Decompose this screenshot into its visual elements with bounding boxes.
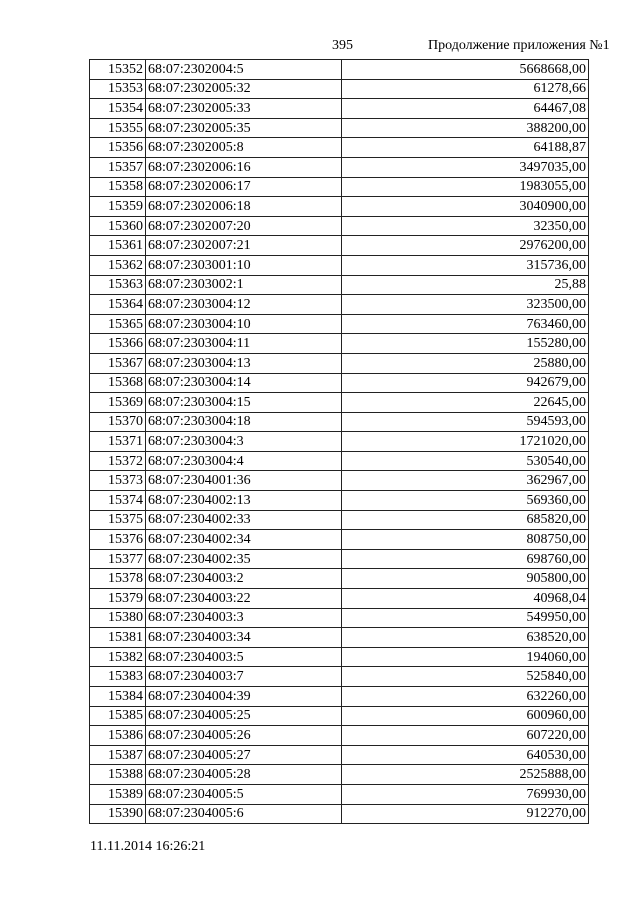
cadastral-value: 525840,00 bbox=[342, 667, 589, 687]
cadastral-number: 68:07:2304002:33 bbox=[146, 510, 342, 530]
table-row bbox=[90, 157, 589, 177]
cadastral-number: 68:07:2303004:13 bbox=[146, 353, 342, 373]
cadastral-value: 388200,00 bbox=[342, 118, 589, 138]
cadastral-value-table bbox=[89, 59, 589, 824]
table-row bbox=[90, 412, 589, 432]
row-number: 15364 bbox=[90, 295, 146, 315]
cadastral-number: 68:07:2304003:7 bbox=[146, 667, 342, 687]
row-number: 15354 bbox=[90, 99, 146, 119]
table-row bbox=[90, 99, 589, 119]
row-number: 15369 bbox=[90, 393, 146, 413]
table-row bbox=[90, 275, 589, 295]
table-row bbox=[90, 236, 589, 256]
cadastral-number: 68:07:2303004:12 bbox=[146, 295, 342, 315]
row-number: 15389 bbox=[90, 784, 146, 804]
cadastral-value: 530540,00 bbox=[342, 451, 589, 471]
table-row bbox=[90, 138, 589, 158]
row-number: 15357 bbox=[90, 157, 146, 177]
table-row bbox=[90, 197, 589, 217]
row-number: 15388 bbox=[90, 765, 146, 785]
cadastral-number: 68:07:2304005:25 bbox=[146, 706, 342, 726]
cadastral-value: 323500,00 bbox=[342, 295, 589, 315]
row-number: 15382 bbox=[90, 647, 146, 667]
cadastral-value: 22645,00 bbox=[342, 393, 589, 413]
cadastral-value: 40968,04 bbox=[342, 589, 589, 609]
cadastral-value: 61278,66 bbox=[342, 79, 589, 99]
row-number: 15387 bbox=[90, 745, 146, 765]
appendix-title: Продолжение приложения №1 bbox=[428, 38, 610, 53]
cadastral-number: 68:07:2304002:34 bbox=[146, 530, 342, 550]
table-row bbox=[90, 216, 589, 236]
row-number: 15385 bbox=[90, 706, 146, 726]
cadastral-value: 362967,00 bbox=[342, 471, 589, 491]
cadastral-number: 68:07:2303004:10 bbox=[146, 314, 342, 334]
cadastral-number: 68:07:2304003:2 bbox=[146, 569, 342, 589]
table-row bbox=[90, 314, 589, 334]
table-row bbox=[90, 647, 589, 667]
cadastral-number: 68:07:2304004:39 bbox=[146, 687, 342, 707]
row-number: 15383 bbox=[90, 667, 146, 687]
cadastral-value: 2525888,00 bbox=[342, 765, 589, 785]
cadastral-number: 68:07:2303001:10 bbox=[146, 255, 342, 275]
cadastral-value: 942679,00 bbox=[342, 373, 589, 393]
cadastral-value: 632260,00 bbox=[342, 687, 589, 707]
table-row bbox=[90, 451, 589, 471]
table-row bbox=[90, 334, 589, 354]
row-number: 15384 bbox=[90, 687, 146, 707]
row-number: 15380 bbox=[90, 608, 146, 628]
table-row bbox=[90, 530, 589, 550]
cadastral-value: 32350,00 bbox=[342, 216, 589, 236]
cadastral-value: 549950,00 bbox=[342, 608, 589, 628]
row-number: 15362 bbox=[90, 255, 146, 275]
cadastral-value: 2976200,00 bbox=[342, 236, 589, 256]
row-number: 15360 bbox=[90, 216, 146, 236]
cadastral-number: 68:07:2304005:26 bbox=[146, 726, 342, 746]
cadastral-number: 68:07:2304002:35 bbox=[146, 549, 342, 569]
cadastral-value: 25880,00 bbox=[342, 353, 589, 373]
row-number: 15374 bbox=[90, 491, 146, 511]
cadastral-value: 600960,00 bbox=[342, 706, 589, 726]
cadastral-value: 25,88 bbox=[342, 275, 589, 295]
table-row bbox=[90, 765, 589, 785]
row-number: 15361 bbox=[90, 236, 146, 256]
cadastral-value: 769930,00 bbox=[342, 784, 589, 804]
page-number: 395 bbox=[332, 38, 353, 53]
table-row bbox=[90, 491, 589, 511]
table-row bbox=[90, 118, 589, 138]
cadastral-number: 68:07:2303004:15 bbox=[146, 393, 342, 413]
row-number: 15386 bbox=[90, 726, 146, 746]
cadastral-number: 68:07:2302005:35 bbox=[146, 118, 342, 138]
cadastral-value: 763460,00 bbox=[342, 314, 589, 334]
table-row bbox=[90, 804, 589, 824]
cadastral-value: 1983055,00 bbox=[342, 177, 589, 197]
cadastral-number: 68:07:2304003:3 bbox=[146, 608, 342, 628]
cadastral-number: 68:07:2304003:5 bbox=[146, 647, 342, 667]
cadastral-value: 194060,00 bbox=[342, 647, 589, 667]
cadastral-value: 594593,00 bbox=[342, 412, 589, 432]
row-number: 15376 bbox=[90, 530, 146, 550]
table-body bbox=[90, 60, 589, 824]
cadastral-value: 1721020,00 bbox=[342, 432, 589, 452]
table-row bbox=[90, 549, 589, 569]
row-number: 15381 bbox=[90, 628, 146, 648]
table-row bbox=[90, 569, 589, 589]
row-number: 15390 bbox=[90, 804, 146, 824]
cadastral-number: 68:07:2302004:5 bbox=[146, 60, 342, 80]
table-row bbox=[90, 60, 589, 80]
cadastral-value: 155280,00 bbox=[342, 334, 589, 354]
cadastral-number: 68:07:2303002:1 bbox=[146, 275, 342, 295]
table-row bbox=[90, 667, 589, 687]
table-row bbox=[90, 628, 589, 648]
cadastral-number: 68:07:2304005:27 bbox=[146, 745, 342, 765]
cadastral-number: 68:07:2304003:22 bbox=[146, 589, 342, 609]
cadastral-value: 685820,00 bbox=[342, 510, 589, 530]
cadastral-number: 68:07:2303004:11 bbox=[146, 334, 342, 354]
table-row bbox=[90, 745, 589, 765]
table-row bbox=[90, 726, 589, 746]
cadastral-value: 569360,00 bbox=[342, 491, 589, 511]
cadastral-value: 607220,00 bbox=[342, 726, 589, 746]
table-row bbox=[90, 373, 589, 393]
row-number: 15367 bbox=[90, 353, 146, 373]
table-row bbox=[90, 784, 589, 804]
row-number: 15352 bbox=[90, 60, 146, 80]
cadastral-value: 64467,08 bbox=[342, 99, 589, 119]
cadastral-value: 808750,00 bbox=[342, 530, 589, 550]
row-number: 15371 bbox=[90, 432, 146, 452]
table-row bbox=[90, 295, 589, 315]
row-number: 15377 bbox=[90, 549, 146, 569]
cadastral-value: 5668668,00 bbox=[342, 60, 589, 80]
cadastral-number: 68:07:2304001:36 bbox=[146, 471, 342, 491]
row-number: 15365 bbox=[90, 314, 146, 334]
table-row bbox=[90, 706, 589, 726]
row-number: 15358 bbox=[90, 177, 146, 197]
row-number: 15356 bbox=[90, 138, 146, 158]
cadastral-value: 315736,00 bbox=[342, 255, 589, 275]
cadastral-value: 3497035,00 bbox=[342, 157, 589, 177]
cadastral-number: 68:07:2304002:13 bbox=[146, 491, 342, 511]
cadastral-number: 68:07:2302005:33 bbox=[146, 99, 342, 119]
row-number: 15366 bbox=[90, 334, 146, 354]
table-row bbox=[90, 687, 589, 707]
row-number: 15375 bbox=[90, 510, 146, 530]
cadastral-number: 68:07:2304005:6 bbox=[146, 804, 342, 824]
cadastral-number: 68:07:2302006:16 bbox=[146, 157, 342, 177]
row-number: 15372 bbox=[90, 451, 146, 471]
table-row bbox=[90, 255, 589, 275]
row-number: 15353 bbox=[90, 79, 146, 99]
cadastral-value: 638520,00 bbox=[342, 628, 589, 648]
table-row bbox=[90, 471, 589, 491]
row-number: 15368 bbox=[90, 373, 146, 393]
cadastral-number: 68:07:2302006:17 bbox=[146, 177, 342, 197]
row-number: 15370 bbox=[90, 412, 146, 432]
table-row bbox=[90, 79, 589, 99]
cadastral-number: 68:07:2303004:3 bbox=[146, 432, 342, 452]
cadastral-number: 68:07:2303004:14 bbox=[146, 373, 342, 393]
row-number: 15379 bbox=[90, 589, 146, 609]
cadastral-number: 68:07:2303004:4 bbox=[146, 451, 342, 471]
table-row bbox=[90, 510, 589, 530]
row-number: 15373 bbox=[90, 471, 146, 491]
cadastral-number: 68:07:2304005:5 bbox=[146, 784, 342, 804]
cadastral-number: 68:07:2302007:20 bbox=[146, 216, 342, 236]
table-row bbox=[90, 432, 589, 452]
cadastral-value: 698760,00 bbox=[342, 549, 589, 569]
table-row bbox=[90, 589, 589, 609]
cadastral-value: 912270,00 bbox=[342, 804, 589, 824]
cadastral-number: 68:07:2302006:18 bbox=[146, 197, 342, 217]
table-row bbox=[90, 177, 589, 197]
cadastral-number: 68:07:2304003:34 bbox=[146, 628, 342, 648]
cadastral-value: 3040900,00 bbox=[342, 197, 589, 217]
table-row bbox=[90, 393, 589, 413]
row-number: 15355 bbox=[90, 118, 146, 138]
table-row bbox=[90, 353, 589, 373]
table-row bbox=[90, 608, 589, 628]
row-number: 15359 bbox=[90, 197, 146, 217]
row-number: 15378 bbox=[90, 569, 146, 589]
cadastral-number: 68:07:2303004:18 bbox=[146, 412, 342, 432]
cadastral-number: 68:07:2302005:32 bbox=[146, 79, 342, 99]
cadastral-number: 68:07:2304005:28 bbox=[146, 765, 342, 785]
cadastral-value: 64188,87 bbox=[342, 138, 589, 158]
footer-datetime: 11.11.2014 16:26:21 bbox=[90, 839, 206, 854]
cadastral-value: 905800,00 bbox=[342, 569, 589, 589]
cadastral-number: 68:07:2302005:8 bbox=[146, 138, 342, 158]
cadastral-value: 640530,00 bbox=[342, 745, 589, 765]
cadastral-number: 68:07:2302007:21 bbox=[146, 236, 342, 256]
row-number: 15363 bbox=[90, 275, 146, 295]
